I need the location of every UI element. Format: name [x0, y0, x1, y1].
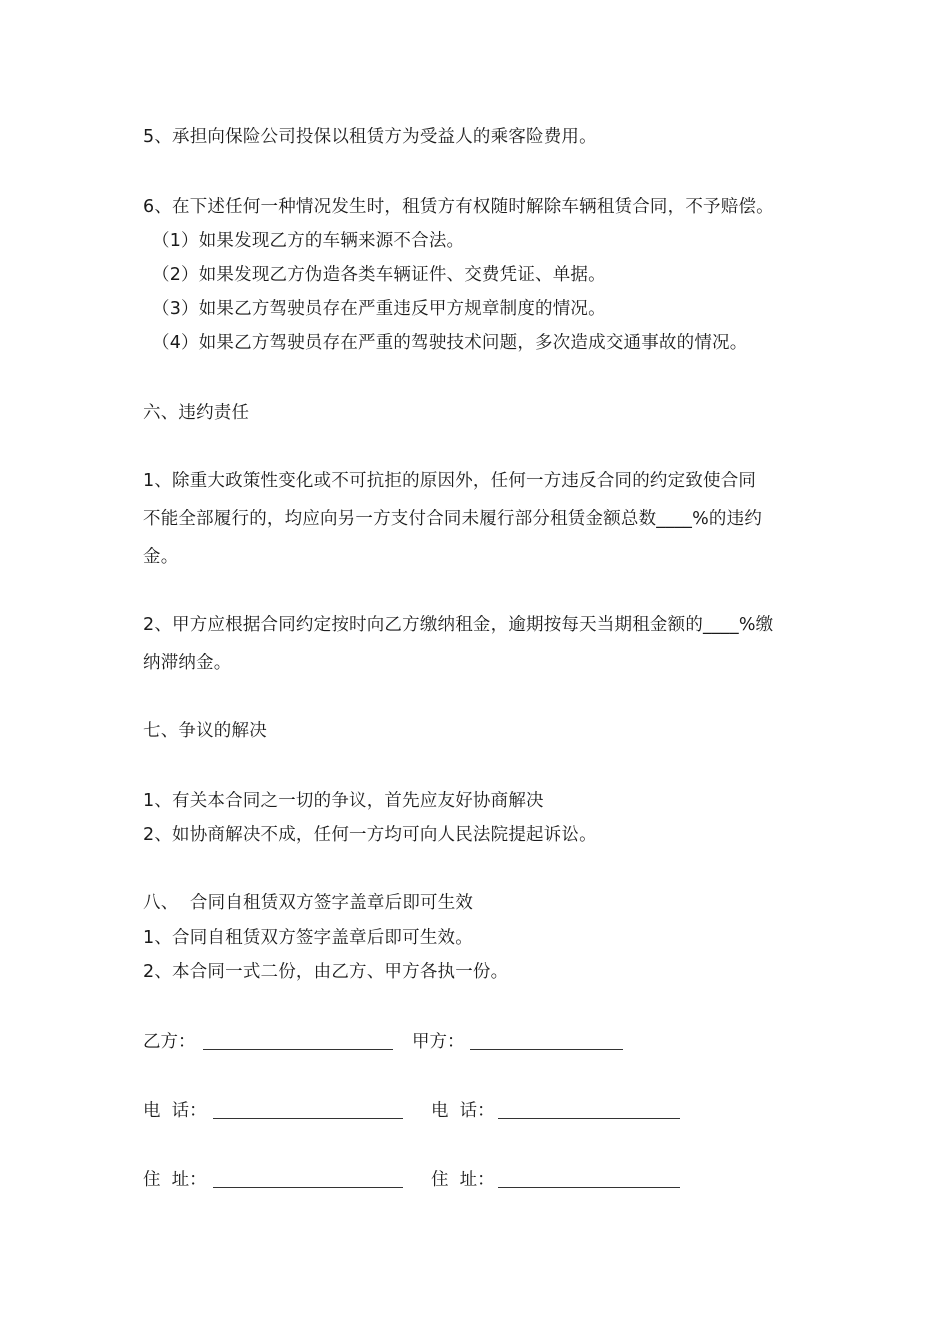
breach-clause-2-line-2: 纳滞纳金。 [143, 653, 232, 673]
dispute-clause-2: 2、如协商解决不成，任何一方均可向人民法院提起诉讼。 [143, 825, 597, 845]
breach-clause-1-line-2: 不能全部履行的，均应向另一方支付合同未履行部分租赁金额总数____%的违约 [143, 509, 763, 529]
clause-6-termination: 6、在下述任何一种情况发生时，租赁方有权随时解除车辆租赁合同，不予赔偿。 [143, 197, 774, 217]
breach-clause-1-line-1: 1、除重大政策性变化或不可抗拒的原因外，任何一方违反合同的约定致使合同 [143, 471, 757, 491]
dispute-clause-1: 1、有关本合同之一切的争议，首先应友好协商解决 [143, 791, 544, 811]
party-b-label: 乙方： [143, 1032, 196, 1052]
section-6-heading: 六、违约责任 [143, 403, 250, 423]
section-8-heading: 八、 合同自租赁双方签字盖章后即可生效 [143, 893, 474, 913]
phone-field-right[interactable] [498, 1118, 680, 1119]
effect-clause-1: 1、合同自租赁双方签字盖章后即可生效。 [143, 928, 473, 948]
party-a-label: 甲方： [412, 1032, 465, 1052]
party-a-signature-line[interactable] [470, 1049, 623, 1050]
phone-label-right: 电 话： [431, 1101, 495, 1121]
clause-5-passenger-insurance: 5、承担向保险公司投保以租赁方为受益人的乘客险费用。 [143, 127, 597, 147]
clause-6-item-3: （3）如果乙方驾驶员存在严重违反甲方规章制度的情况。 [152, 299, 606, 319]
clause-6-item-1: （1）如果发现乙方的车辆来源不合法。 [152, 231, 465, 251]
breach-clause-2-line-1: 2、甲方应根据合同约定按时向乙方缴纳租金，逾期按每天当期租金额的____%缴 [143, 615, 774, 635]
address-label-right: 住 址： [431, 1170, 495, 1190]
address-field-right[interactable] [498, 1187, 680, 1188]
address-field-left[interactable] [213, 1187, 403, 1188]
section-7-heading: 七、争议的解决 [143, 721, 267, 741]
party-b-signature-line[interactable] [203, 1049, 393, 1050]
phone-label-left: 电 话： [143, 1101, 207, 1121]
phone-field-left[interactable] [213, 1118, 403, 1119]
clause-6-item-2: （2）如果发现乙方伪造各类车辆证件、交费凭证、单据。 [152, 265, 606, 285]
clause-6-item-4: （4）如果乙方驾驶员存在严重的驾驶技术问题，多次造成交通事故的情况。 [152, 333, 748, 353]
address-label-left: 住 址： [143, 1170, 207, 1190]
effect-clause-2: 2、本合同一式二份，由乙方、甲方各执一份。 [143, 962, 509, 982]
breach-clause-1-line-3: 金。 [143, 547, 179, 567]
